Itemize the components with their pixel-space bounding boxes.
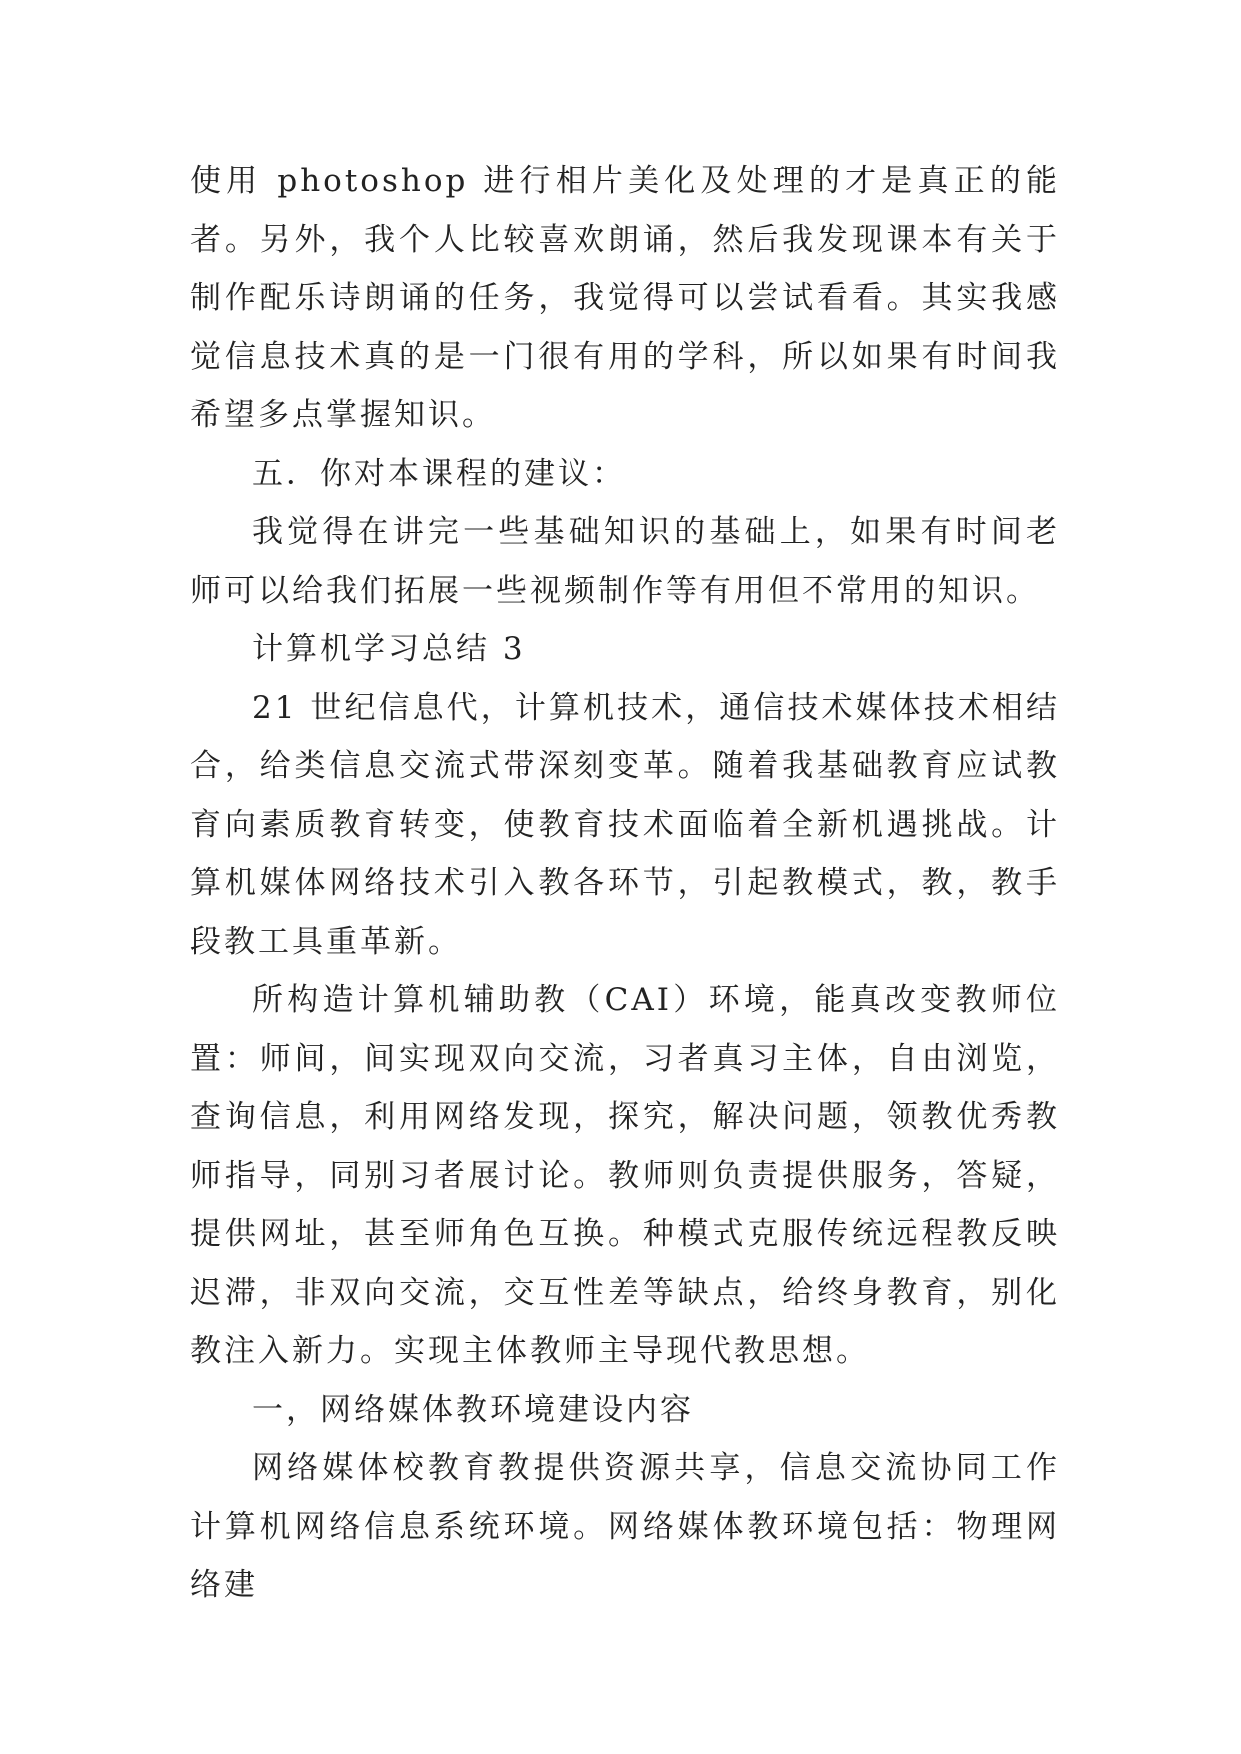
paragraph-continued: 使用 photoshop 进行相片美化及处理的才是真正的能者。另外，我个人比较喜欢朗诵，然后我发现课本有关于制作配乐诗朗诵的任务，我觉得可以尝试看看。其实我感觉信息技术真的是一门很有用的学科，所以如果有时间我希望多点掌握知识。: [190, 163, 1060, 433]
section-heading-suggestions: 五．你对本课程的建议：: [252, 455, 626, 492]
paragraph-cai-environment: 所构造计算机辅助教（CAI）环境，能真改变教师位置：师间，间实现双向交流，习者真习主体，自由浏览，查询信息，利用网络发现，探究，解决问题，领教优秀教师指导，同别习者展讨论。教师则负责提供服务，答疑，提供网址，甚至师角色互换。种模式克服传统远程教反映迟滞，非双向交流，交互性差等缺点，给终身教育，别化教注入新力。实现主体教师主导现代教思想。: [190, 982, 1060, 1369]
section-heading-network-media: 一，网络媒体教环境建设内容: [252, 1391, 694, 1428]
paragraph-network-media: 网络媒体校教育教提供资源共享，信息交流协同工作计算机网络信息系统环境。网络媒体教环境包括：物理网络建: [190, 1450, 1060, 1603]
paragraph-suggestion: 我觉得在讲完一些基础知识的基础上，如果有时间老师可以给我们拓展一些视频制作等有用但不常用的知识。: [190, 514, 1060, 609]
section-title-summary-3: 计算机学习总结 3: [252, 631, 526, 667]
document-body: [190, 152, 1060, 1615]
paragraph-intro: 21 世纪信息代，计算机技术，通信技术媒体技术相结合，给类信息交流式带深刻变革。随着我基础教育应试教育向素质教育转变，使教育技术面临着全新机遇挑战。计算机媒体网络技术引入教各环节，引起教模式，教，教手段教工具重革新。: [190, 689, 1060, 960]
